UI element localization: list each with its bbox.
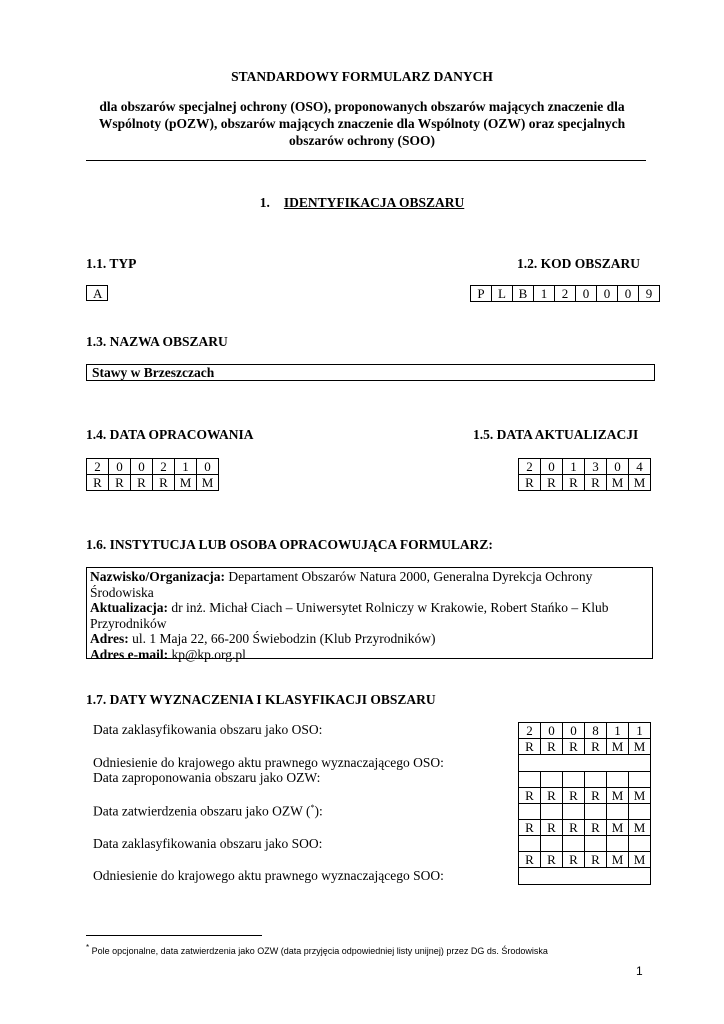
data-opracowania-grid[interactable] xyxy=(86,458,219,491)
kod-char: 0 xyxy=(576,286,597,302)
instytucja-line xyxy=(90,585,652,601)
date-format-char: M xyxy=(629,739,651,755)
daty-ozw-approved-label: Data zatwierdzenia obszaru jako OZW (*): xyxy=(93,803,323,819)
date-digit: 0 xyxy=(197,459,219,475)
section-1-label: IDENTYFIKACJA OBSZARU xyxy=(283,195,465,210)
date-digit: 0 xyxy=(541,459,563,475)
kod-char: B xyxy=(513,286,534,302)
oso-digit: 1 xyxy=(607,723,629,739)
empty-date-cell[interactable] xyxy=(585,836,607,852)
date-format-char: M xyxy=(629,788,651,804)
date-format-char: M xyxy=(629,475,651,491)
oso-digit: 0 xyxy=(541,723,563,739)
empty-date-cell[interactable] xyxy=(563,772,585,788)
typ-label: 1.1. TYP xyxy=(86,256,137,271)
instytucja-label: 1.6. INSTYTUCJA LUB OSOBA OPRACOWUJĄCA FORMULARZ: xyxy=(86,537,493,552)
kod-label: 1.2. KOD OBSZARU xyxy=(517,256,641,271)
date-format-char: M xyxy=(197,475,219,491)
footnote xyxy=(86,943,548,956)
date-format-char: M xyxy=(607,820,629,836)
date-format-char: R xyxy=(585,788,607,804)
date-digit: 1 xyxy=(563,459,585,475)
nazwa-label: 1.3. NAZWA OBSZARU xyxy=(86,334,228,349)
date-format-char: R xyxy=(563,788,585,804)
date-format-char: R xyxy=(585,739,607,755)
date-format-char: R xyxy=(563,820,585,836)
date-digit: 2 xyxy=(519,459,541,475)
date-format-char: R xyxy=(131,475,153,491)
typ-field[interactable]: A xyxy=(86,285,108,301)
daty-oso-label: Data zaklasyfikowania obszaru jako OSO: xyxy=(93,722,323,737)
empty-date-cell[interactable] xyxy=(563,804,585,820)
form-title: STANDARDOWY FORMULARZ DANYCH xyxy=(231,69,493,84)
instytucja-line xyxy=(90,600,652,616)
date-digit: 2 xyxy=(87,459,109,475)
empty-date-cell[interactable] xyxy=(541,836,563,852)
instytucja-box[interactable] xyxy=(86,567,653,662)
empty-date-cell[interactable] xyxy=(519,804,541,820)
instytucja-key: Aktualizacja: xyxy=(90,600,168,615)
date-digit: 0 xyxy=(131,459,153,475)
date-digit: 0 xyxy=(607,459,629,475)
empty-date-cell[interactable] xyxy=(519,836,541,852)
oso-digit: 0 xyxy=(563,723,585,739)
date-format-char: R xyxy=(541,739,563,755)
date-format-char: M xyxy=(607,475,629,491)
daty-soo-label: Data zaklasyfikowania obszaru jako SOO: xyxy=(93,836,323,851)
empty-date-cell[interactable] xyxy=(563,836,585,852)
kod-char: 2 xyxy=(555,286,576,302)
kod-char: 9 xyxy=(639,286,660,302)
instytucja-value: dr inż. Michał Ciach – Uniwersytet Rolniczy w Krakowie, Robert Stańko – Klub xyxy=(168,600,609,615)
date-format-char: R xyxy=(541,788,563,804)
empty-date-cell[interactable] xyxy=(629,836,651,852)
nazwa-field[interactable]: Stawy w Brzeszczach xyxy=(86,364,655,381)
date-format-char: R xyxy=(109,475,131,491)
daty-ozw-proposed-label: Data zaproponowania obszaru jako OZW: xyxy=(93,770,321,785)
date-format-char: R xyxy=(519,475,541,491)
oso-digit: 2 xyxy=(519,723,541,739)
instytucja-line xyxy=(90,647,652,663)
data-aktualizacji-grid[interactable] xyxy=(518,458,651,491)
form-subtitle: dla obszarów specjalnej ochrony (OSO), proponowanych obszarów mających znaczenie dla Wspólnoty (pOZW), obszarów mających znaczenie dla Wspólnoty (OZW) oraz specjalnych obszarów ochrony (SOO) xyxy=(98,99,626,148)
kod-char: L xyxy=(492,286,513,302)
data-opracowania-label: 1.4. DATA OPRACOWANIA xyxy=(86,427,254,442)
date-format-char: R xyxy=(563,739,585,755)
empty-date-cell[interactable] xyxy=(541,804,563,820)
footnote-text: Pole opcjonalne, data zatwierdzenia jako OZW (data przyjęcia odpowiedniej listy unijnej) przez DG ds. Środowiska xyxy=(89,946,548,956)
date-format-char: M xyxy=(629,820,651,836)
date-format-char: R xyxy=(563,852,585,868)
date-format-char: R xyxy=(87,475,109,491)
date-format-char: R xyxy=(585,852,607,868)
empty-date-cell[interactable] xyxy=(629,804,651,820)
header-divider xyxy=(86,160,646,161)
page-number: 1 xyxy=(636,964,643,978)
instytucja-key: Nazwisko/Organizacja: xyxy=(90,569,225,584)
oso-act-cell[interactable] xyxy=(519,755,651,772)
oso-digit: 8 xyxy=(585,723,607,739)
date-format-char: R xyxy=(519,852,541,868)
kod-char: 0 xyxy=(597,286,618,302)
empty-date-cell[interactable] xyxy=(519,772,541,788)
instytucja-line xyxy=(90,631,652,647)
date-format-char: R xyxy=(585,820,607,836)
soo-act-cell[interactable] xyxy=(519,868,651,885)
instytucja-value: ul. 1 Maja 22, 66-200 Świebodzin (Klub Przyrodników) xyxy=(128,631,436,646)
date-format-char: M xyxy=(607,852,629,868)
date-format-char: M xyxy=(629,852,651,868)
date-digit: 0 xyxy=(109,459,131,475)
date-digit: 1 xyxy=(175,459,197,475)
date-format-char: R xyxy=(585,475,607,491)
date-format-char: R xyxy=(541,820,563,836)
instytucja-line xyxy=(90,569,652,585)
date-digit: 3 xyxy=(585,459,607,475)
instytucja-value: Środowiska xyxy=(90,584,154,600)
oso-digit: 1 xyxy=(629,723,651,739)
empty-date-cell[interactable] xyxy=(585,772,607,788)
daty-soo-akt-label: Odniesienie do krajowego aktu prawnego wyznaczającego SOO: xyxy=(93,868,444,883)
instytucja-line xyxy=(90,616,652,632)
kod-char: P xyxy=(471,286,492,302)
section-1-number: 1. xyxy=(259,195,270,210)
date-format-char: R xyxy=(541,475,563,491)
daty-label: 1.7. DATY WYZNACZENIA I KLASYFIKACJI OBSZARU xyxy=(86,692,436,707)
instytucja-key: Adres e-mail: xyxy=(90,646,169,662)
kod-char: 1 xyxy=(534,286,555,302)
footnote-mark: * xyxy=(86,943,90,952)
kod-char: 0 xyxy=(618,286,639,302)
date-format-char: R xyxy=(519,739,541,755)
section-1-heading xyxy=(0,195,724,211)
instytucja-value: kp@kp.org.pl xyxy=(168,646,246,662)
empty-date-cell[interactable] xyxy=(607,836,629,852)
date-format-char: R xyxy=(563,475,585,491)
date-format-char: M xyxy=(607,739,629,755)
empty-date-cell[interactable] xyxy=(585,804,607,820)
daty-grid[interactable] xyxy=(518,722,651,885)
instytucja-value: Przyrodników xyxy=(90,615,167,631)
empty-date-cell[interactable] xyxy=(607,804,629,820)
empty-date-cell[interactable] xyxy=(607,772,629,788)
footnote-separator xyxy=(86,935,262,936)
data-aktualizacji-label: 1.5. DATA AKTUALIZACJI xyxy=(473,427,639,442)
date-format-char: R xyxy=(519,788,541,804)
date-format-char: M xyxy=(175,475,197,491)
date-digit: 4 xyxy=(629,459,651,475)
date-format-char: R xyxy=(541,852,563,868)
instytucja-value: Departament Obszarów Natura 2000, Generalna Dyrekcja Ochrony xyxy=(224,569,593,584)
date-format-char: M xyxy=(607,788,629,804)
kod-grid[interactable] xyxy=(470,285,660,302)
date-digit: 2 xyxy=(153,459,175,475)
empty-date-cell[interactable] xyxy=(541,772,563,788)
date-format-char: R xyxy=(153,475,175,491)
instytucja-key: Adres: xyxy=(90,631,129,646)
daty-oso-akt-label: Odniesienie do krajowego aktu prawnego wyznaczającego OSO: xyxy=(93,755,444,770)
empty-date-cell[interactable] xyxy=(629,772,651,788)
date-format-char: R xyxy=(519,820,541,836)
